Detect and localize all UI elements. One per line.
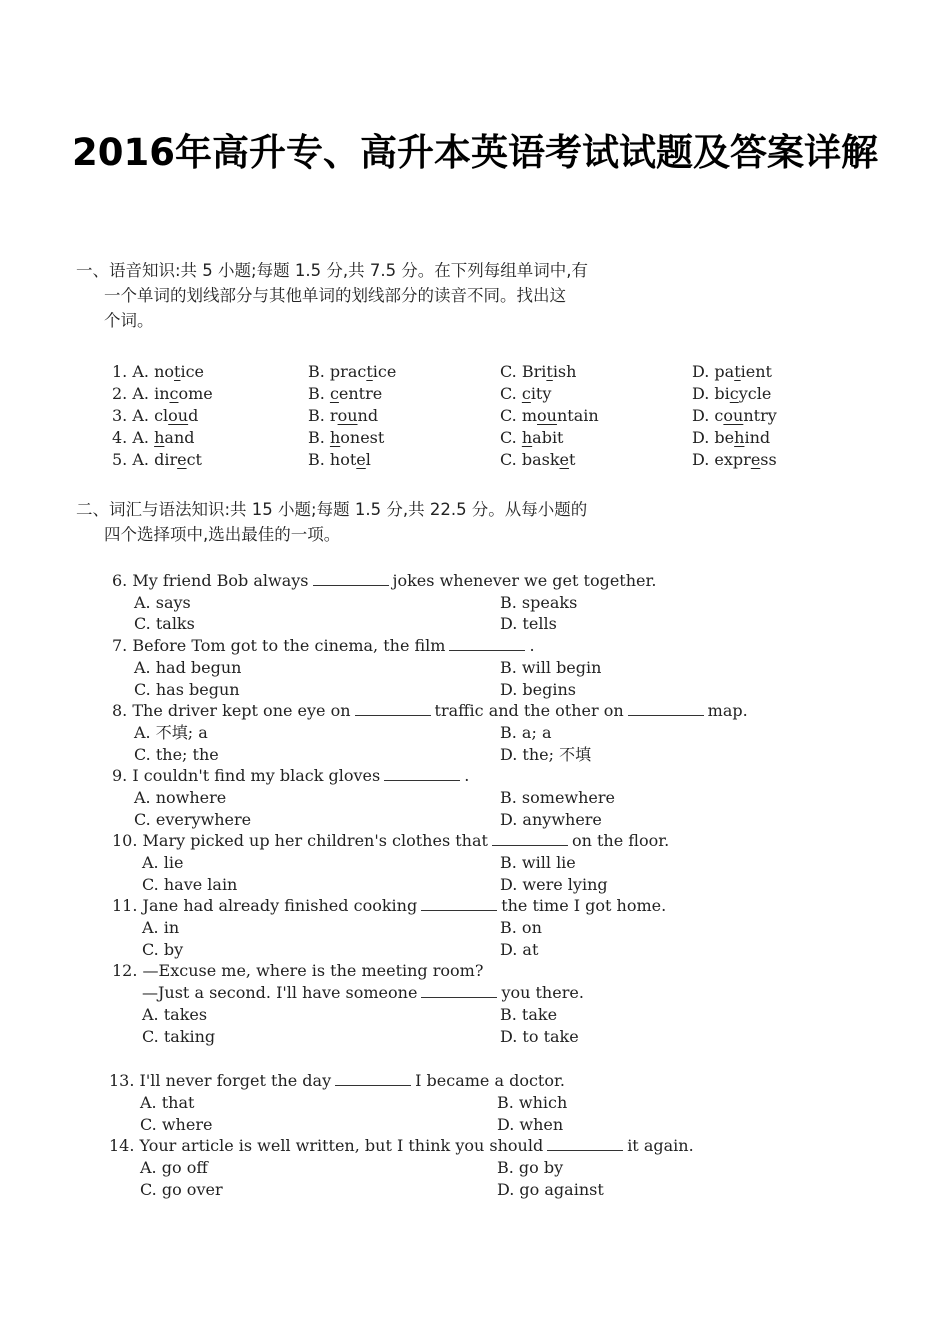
- q9-option-b: B. somewhere: [500, 788, 615, 807]
- section2-heading-line2: 四个选择项中,选出最佳的一项。: [104, 525, 341, 544]
- q13-blank: [335, 1071, 411, 1086]
- q8-option-b: B. a; a: [500, 723, 552, 742]
- q7-blank: [449, 636, 525, 651]
- q11-option-a: A. in: [142, 918, 180, 937]
- q2-option-d: D. bicycle: [692, 384, 772, 403]
- q13-stem: 13. I'll never forget the day I became a doctor.: [109, 1071, 565, 1090]
- q4-option-a: 4. A. hand: [112, 428, 195, 447]
- q9-option-a: A. nowhere: [134, 788, 227, 807]
- q10-option-b: B. will lie: [500, 853, 576, 872]
- q3-option-a: 3. A. cloud: [112, 406, 199, 425]
- q13-option-a: A. that: [140, 1093, 195, 1112]
- q6-option-a: A. says: [134, 593, 191, 612]
- q13-option-c: C. where: [140, 1115, 213, 1134]
- q2-option-c: C. city: [500, 384, 552, 403]
- q1-option-d: D. patient: [692, 362, 772, 381]
- q4-option-d: D. behind: [692, 428, 771, 447]
- q1-option-b: B. practice: [308, 362, 397, 381]
- q10-stem: 10. Mary picked up her children's clothes that on the floor.: [112, 831, 670, 850]
- q8-stem: 8. The driver kept one eye on traffic and the other on map.: [112, 701, 748, 720]
- section1-heading-line2: 一个单词的划线部分与其他单词的划线部分的读音不同。找出这: [104, 286, 566, 305]
- q4-option-b: B. honest: [308, 428, 385, 447]
- q6-blank: [313, 571, 389, 586]
- q11-blank: [421, 896, 497, 911]
- q6-option-d: D. tells: [500, 614, 557, 633]
- q12-option-c: C. taking: [142, 1027, 216, 1046]
- q4-option-c: C. habit: [500, 428, 564, 447]
- q11-stem: 11. Jane had already finished cooking the time I got home.: [112, 896, 667, 915]
- q7-stem: 7. Before Tom got to the cinema, the film .: [112, 636, 535, 655]
- q11-option-d: D. at: [500, 940, 539, 959]
- page-title: 2016年高升专、高升本英语考试试题及答案详解: [72, 131, 878, 174]
- q8-option-a: A. 不填; a: [134, 723, 208, 742]
- q5-option-d: D. express: [692, 450, 777, 469]
- q12-blank: [421, 983, 497, 998]
- q2-option-a: 2. A. income: [112, 384, 213, 403]
- q6-option-b: B. speaks: [500, 593, 578, 612]
- q13-option-b: B. which: [497, 1093, 568, 1112]
- q5-option-a: 5. A. direct: [112, 450, 202, 469]
- q9-stem: 9. I couldn't find my black gloves .: [112, 766, 470, 785]
- q8-option-d: D. the; 不填: [500, 745, 592, 764]
- q11-option-b: B. on: [500, 918, 542, 937]
- q3-option-d: D. country: [692, 406, 777, 425]
- q1-option-a: 1. A. notice: [112, 362, 205, 381]
- section2-heading-line1: 二、词汇与语法知识:共 15 小题;每题 1.5 分,共 22.5 分。从每小题的: [76, 500, 588, 519]
- q3-option-b: B. round: [308, 406, 379, 425]
- q7-option-c: C. has begun: [134, 680, 240, 699]
- q12-option-a: A. takes: [142, 1005, 208, 1024]
- section1-heading-line1: 一、语音知识:共 5 小题;每题 1.5 分,共 7.5 分。在下列每组单词中,有: [76, 261, 589, 280]
- q10-option-d: D. were lying: [500, 875, 608, 894]
- q5-option-b: B. hotel: [308, 450, 371, 469]
- q10-option-a: A. lie: [142, 853, 184, 872]
- section2-heading: [76, 497, 716, 547]
- q12-option-b: B. take: [500, 1005, 558, 1024]
- q14-stem: 14. Your article is well written, but I think you should it again.: [109, 1136, 694, 1155]
- q7-option-b: B. will begin: [500, 658, 602, 677]
- q9-option-d: D. anywhere: [500, 810, 602, 829]
- section1-heading: [76, 258, 716, 333]
- q9-option-c: C. everywhere: [134, 810, 252, 829]
- q6-stem: 6. My friend Bob always jokes whenever we get together.: [112, 571, 657, 590]
- q14-option-c: C. go over: [140, 1180, 223, 1199]
- q12-option-d: D. to take: [500, 1027, 579, 1046]
- q2-option-b: B. centre: [308, 384, 383, 403]
- q8-blank-1: [355, 701, 431, 716]
- q14-option-d: D. go against: [497, 1180, 604, 1199]
- q7-option-d: D. begins: [500, 680, 577, 699]
- q13-option-d: D. when: [497, 1115, 564, 1134]
- q6-option-c: C. talks: [134, 614, 195, 633]
- q14-option-b: B. go by: [497, 1158, 564, 1177]
- q8-blank-2: [628, 701, 704, 716]
- q14-blank: [547, 1136, 623, 1151]
- q1-option-c: C. British: [500, 362, 577, 381]
- section1-heading-line3: 个词。: [104, 311, 154, 330]
- q9-blank: [384, 766, 460, 781]
- q3-option-c: C. mountain: [500, 406, 599, 425]
- q5-option-c: C. basket: [500, 450, 576, 469]
- q10-option-c: C. have lain: [142, 875, 238, 894]
- q11-option-c: C. by: [142, 940, 184, 959]
- q12-stem-line2: —Just a second. I'll have someone you there.: [142, 983, 584, 1002]
- q8-option-c: C. the; the: [134, 745, 219, 764]
- q12-stem-line1: 12. —Excuse me, where is the meeting room?: [112, 961, 484, 980]
- q7-option-a: A. had begun: [134, 658, 242, 677]
- q14-option-a: A. go off: [140, 1158, 208, 1177]
- q10-blank: [492, 831, 568, 846]
